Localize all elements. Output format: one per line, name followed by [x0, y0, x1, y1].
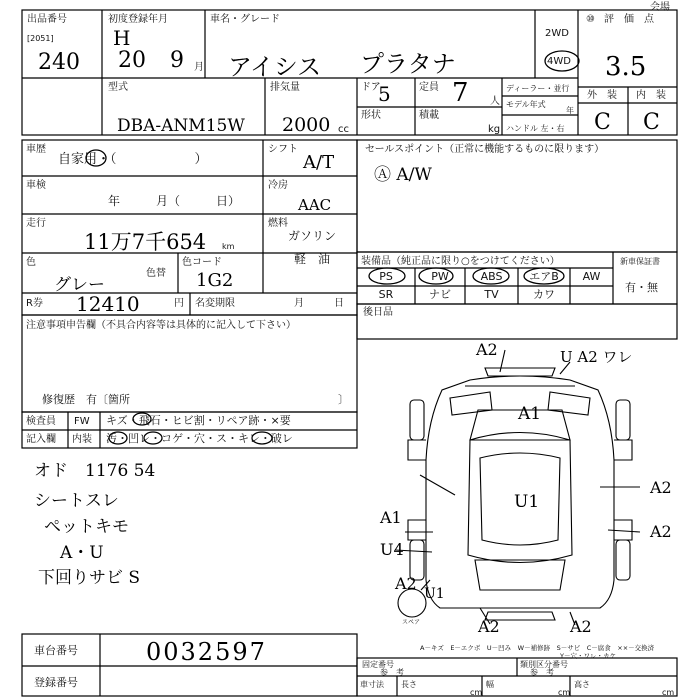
reg-limit-label: 名変期限 [195, 298, 235, 309]
car-diagram [395, 350, 640, 625]
caution-label: 注意事項申告欄（不具合内容等は具体的に記入して下さい） [26, 320, 296, 331]
car-grade: プラタナ [360, 50, 456, 78]
inspector-label: 検査員 [26, 416, 56, 427]
yen-unit: 円 [174, 298, 184, 309]
ref-left: 参 考 [380, 668, 404, 677]
sales-point: Ⓐ A/W [374, 165, 432, 185]
year-unit: 年 [566, 106, 574, 115]
entry-label: 記入欄 [26, 434, 56, 445]
width-cm: cm [558, 688, 571, 697]
dealer-label: ディーラー・並行 [506, 84, 570, 93]
shift-value: A/T [303, 152, 335, 173]
repair-close: 〕 [338, 393, 349, 406]
equip-navi: ナビ [429, 288, 451, 301]
model-label: 型式 [108, 82, 128, 93]
fuel-label: 燃料 [268, 218, 288, 229]
sales-label: セールスポイント（正常に機能するものに限ります） [365, 144, 605, 155]
after-label: 後日品 [363, 307, 393, 318]
interior-entry-label: 内装 [72, 434, 92, 445]
mark-hood: A1 [518, 404, 542, 424]
drive-2wd: 2WD [545, 28, 569, 39]
kg-unit: kg [488, 124, 501, 135]
category-label: 類別区分番号 [520, 660, 568, 669]
km-unit: km [222, 242, 235, 251]
equip-ps: PS [379, 270, 393, 283]
handle-label: ハンドル 左・右 [506, 124, 565, 133]
cc-unit: cc [338, 124, 349, 135]
equip-label: 装備品（純正品に限り○をつけてください） [361, 256, 560, 267]
doors-label: ドア [361, 82, 381, 93]
equip-airbag: エアB [529, 270, 559, 283]
cooler-label: 冷房 [268, 180, 288, 191]
cooler-value: AAC [298, 196, 332, 214]
capacity-label: 定員 [419, 82, 439, 93]
mark-left-door: A1 [380, 508, 402, 527]
inspection-label: 車検 [26, 180, 46, 191]
color-label: 色 [26, 257, 36, 268]
exterior-remarks: キズ・飛石・ヒビ割・リペア跡・×要 [106, 414, 291, 427]
hand-note-rust: 下回りサビ S [38, 568, 141, 588]
interior-label: 内 装 [636, 90, 666, 101]
exterior-grade: C [594, 110, 611, 135]
recycle-label: R券 [26, 298, 43, 309]
hand-note-au: A・U [60, 543, 104, 563]
model-code: DBA-ANM15W [117, 116, 245, 136]
height-label: 高さ [574, 680, 590, 689]
color-code-value: 1G2 [196, 270, 234, 291]
color-value: グレー [54, 275, 105, 295]
capacity-value: 7 [452, 78, 469, 108]
new-warranty-label: 新車保証書 [620, 257, 660, 266]
color-code-label: 色コード [182, 257, 222, 268]
chassis-number: 0032597 [146, 638, 267, 666]
hand-note-pet: ペットキモ [44, 517, 129, 537]
equip-abs: ABS [480, 270, 503, 283]
mark-right-rear: A2 [650, 522, 672, 541]
lot-number: 240 [38, 50, 80, 75]
mark-rear-left-u: U1 [424, 586, 445, 602]
drive-4wd: 4WD [547, 56, 571, 67]
length-label: 長さ [401, 680, 417, 689]
color-swap-label: 色替 [146, 268, 166, 279]
usage-value: 自家用・（ ） [58, 152, 208, 167]
reg-month: 9 [170, 48, 184, 73]
hand-note-odo: オド 1176 54 [34, 461, 156, 481]
era: H [113, 26, 131, 50]
fuel-diesel: 軽 油 [294, 252, 331, 266]
interior-remarks: 汚・凹レ・コゲ・穴・ス・キレ・破レ [106, 432, 293, 445]
lot-code: [2051] [27, 34, 54, 43]
mileage-label: 走行 [26, 218, 46, 229]
hand-note-seat: シートスレ [34, 491, 119, 511]
mark-rear-left: A2 [395, 574, 417, 593]
equip-tv: TV [484, 288, 499, 301]
mark-rear-bumper-left: A2 [478, 617, 500, 636]
first-reg-label: 初度登録年月 [108, 14, 168, 25]
car-name: アイシス [228, 53, 322, 81]
equip-sr: SR [378, 288, 394, 301]
reg-limit-value: 月 日 [294, 298, 344, 309]
month-unit: 月 [194, 62, 204, 73]
chassis-label: 車台番号 [34, 644, 78, 657]
size-label: 車寸法 [360, 680, 384, 689]
inspection-value: 年 月（ 日） [108, 194, 241, 208]
displacement-value: 2000 [282, 114, 331, 136]
model-year-label: モデル年式 [506, 100, 546, 109]
name-label: 車名・グレード [210, 14, 280, 25]
mileage-value: 11万7千654 [84, 230, 207, 254]
score-label: 評 価 点 [604, 14, 654, 25]
fix-label: 固定番号 [362, 660, 394, 669]
length-cm: cm [470, 688, 483, 697]
legend-line-2: Y－穴・ワレ・カケ [560, 652, 616, 660]
mark-roof: U1 [514, 492, 540, 512]
shift-label: シフト [268, 144, 298, 155]
exterior-label: 外 装 [587, 90, 617, 101]
equip-leather: カワ [533, 288, 555, 301]
usage-label: 車歴 [26, 144, 46, 155]
person-unit: 人 [490, 96, 500, 107]
legend-line-1: A－キズ E－エクボ U－凹み W－補修跡 S－サビ C－腐食 ××－交換済 [420, 644, 655, 652]
warranty-value: 有・無 [625, 281, 658, 294]
mark-left-rear: U4 [380, 540, 404, 559]
equip-pw: PW [431, 270, 449, 283]
height-cm: cm [662, 688, 675, 697]
fw-label: FW [74, 416, 90, 427]
score-top-text: 会場 [650, 2, 670, 13]
equip-aw: AW [582, 270, 601, 283]
interior-grade: C [643, 110, 660, 135]
ref-right: 参 考 [530, 668, 554, 677]
fuel-gas: ガソリン [288, 229, 337, 243]
mark-front-left: A2 [476, 340, 498, 359]
mark-front-right: U A2 ワレ [560, 348, 633, 366]
displacement-label: 排気量 [270, 82, 300, 93]
lot-label: 出品番号 [27, 14, 67, 25]
load-label: 積載 [419, 110, 439, 121]
score-value: 3.5 [605, 52, 647, 82]
mark-right-door: A2 [650, 478, 672, 497]
score-marker: ⑩ [586, 14, 595, 25]
recycle-value: 12410 [76, 292, 140, 316]
shape-label: 形状 [361, 110, 381, 121]
width-label: 幅 [486, 680, 494, 689]
reg-year: 20 [118, 48, 146, 73]
mark-rear-bumper-right: A2 [570, 617, 592, 636]
doors-value: 5 [378, 82, 391, 106]
repair-label: 修復歴 有〔箇所 [42, 393, 130, 406]
spare-label: スペア [402, 619, 421, 626]
plate-label: 登録番号 [34, 676, 78, 689]
